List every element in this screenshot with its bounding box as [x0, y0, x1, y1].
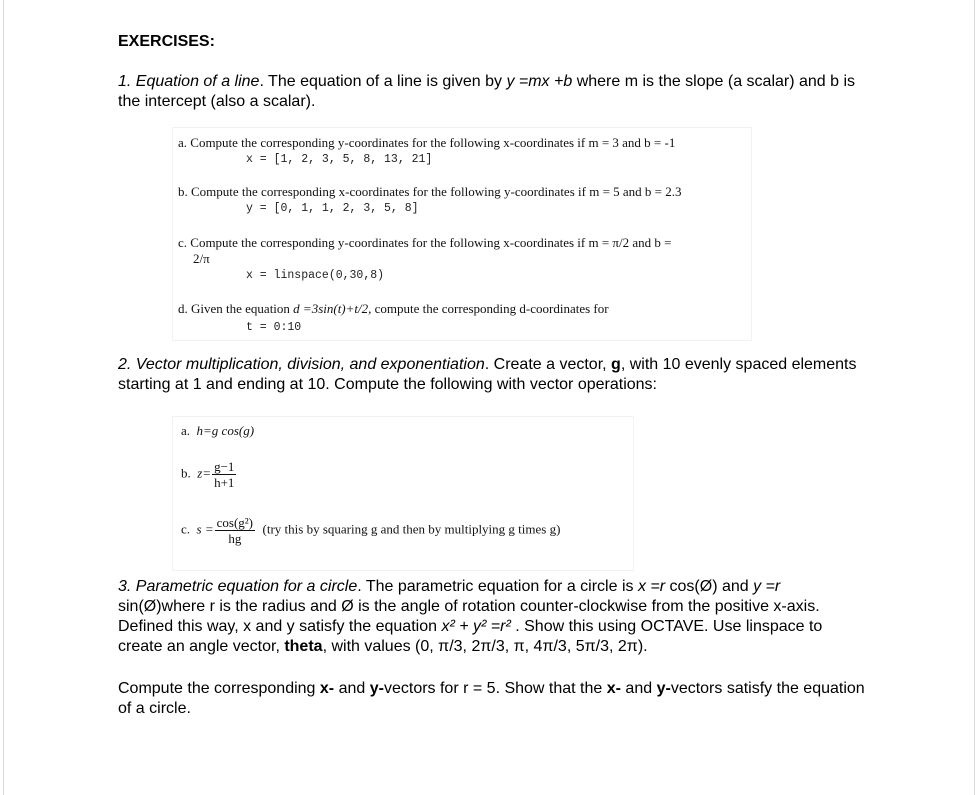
circle-equation: x² + y² =r² — [441, 618, 511, 635]
part-2a: a. h=g cos(g) — [181, 423, 255, 438]
part-1b-code: y = [0, 1, 1, 2, 3, 5, 8] — [246, 202, 419, 215]
part-1d-text: d. Given the equation d =3sin(t)+t/2, compute the corresponding d-coordinates for — [178, 301, 609, 316]
theta-name: theta — [284, 638, 323, 655]
part-1d-code: t = 0:10 — [246, 321, 302, 334]
h-equation: h=g cos(g) — [196, 423, 255, 438]
page-border-left — [3, 0, 4, 795]
exercise-3-intro: 3. Parametric equation for a circle. The parametric equation for a circle is x =r cos(Ø) and y =r sin(Ø)where r is the radius and Ø is the angle of rotation counter-clockwise from the positive x-axis. Defined this way, x and y satisfy the equation x² + y² =r² . Show this using OCTAVE. Use linspace to create an angle vector, theta, with values (0, π/3, 2π/3, π, 4π/3, 5π/3, 2π). — [118, 578, 823, 655]
exercise-3-title: 3. Parametric equation for a circle — [118, 578, 358, 595]
exercise-3-task: Compute the corresponding x- and y-vectors for r = 5. Show that the x- and y-vectors satisfy the equation of a circle. — [118, 680, 865, 717]
part-1c-text-cont: 2/π — [193, 251, 210, 266]
vector-g: g — [611, 356, 621, 373]
d-equation: d =3sin(t)+t/2 — [293, 301, 369, 316]
exercise-2-title: 2. Vector multiplication, division, and exponentiation — [118, 356, 485, 373]
exercise-1-parts — [172, 127, 752, 341]
s-fraction: $\frac{\text{cos(g²)}}{hg}$ — [216, 515, 254, 546]
page-border-right — [974, 0, 975, 795]
part-2c: c. s = $\frac{\text{cos(g²)}}{hg}$ (try this by squaring g and then by multiplying g times g) — [181, 515, 561, 546]
z-fraction: $\frac{g-1}{h+1}$ — [214, 459, 235, 490]
exercise-2-intro: 2. Vector multiplication, division, and exponentiation. Create a vector, g, with 10 evenly spaced elements starting at 1 and ending at 10. Compute the following with vector operations: — [118, 356, 857, 393]
part-1c-code: x = linspace(0,30,8) — [246, 269, 385, 282]
part-2c-note: (try this by squaring g and then by multiplying g times g) — [262, 521, 561, 537]
page-title: EXERCISES: — [118, 33, 215, 50]
exercise-1-intro: 1. Equation of a line. The equation of a line is given by y =mx +b where m is the slope (a scalar) and b is the intercept (also a scalar). — [118, 73, 856, 110]
part-1c-text: c. Compute the corresponding y-coordinates for the following x-coordinates if m = π/2 and b = — [178, 235, 672, 250]
part-1b-text: b. Compute the corresponding x-coordinates for the following y-coordinates if m = 5 and b = 2.3 — [178, 184, 682, 199]
exercise-1-title: 1. Equation of a line — [118, 73, 260, 90]
exercise-2-parts — [172, 416, 634, 571]
part-2b: b. z= $\frac{g-1}{h+1}$ — [181, 459, 235, 490]
line-formula: y =mx +b — [506, 73, 573, 90]
part-1a-text: a. Compute the corresponding y-coordinates for the following x-coordinates if m = 3 and b = -1 — [178, 135, 676, 150]
part-1a-code: x = [1, 2, 3, 5, 8, 13, 21] — [246, 153, 433, 166]
